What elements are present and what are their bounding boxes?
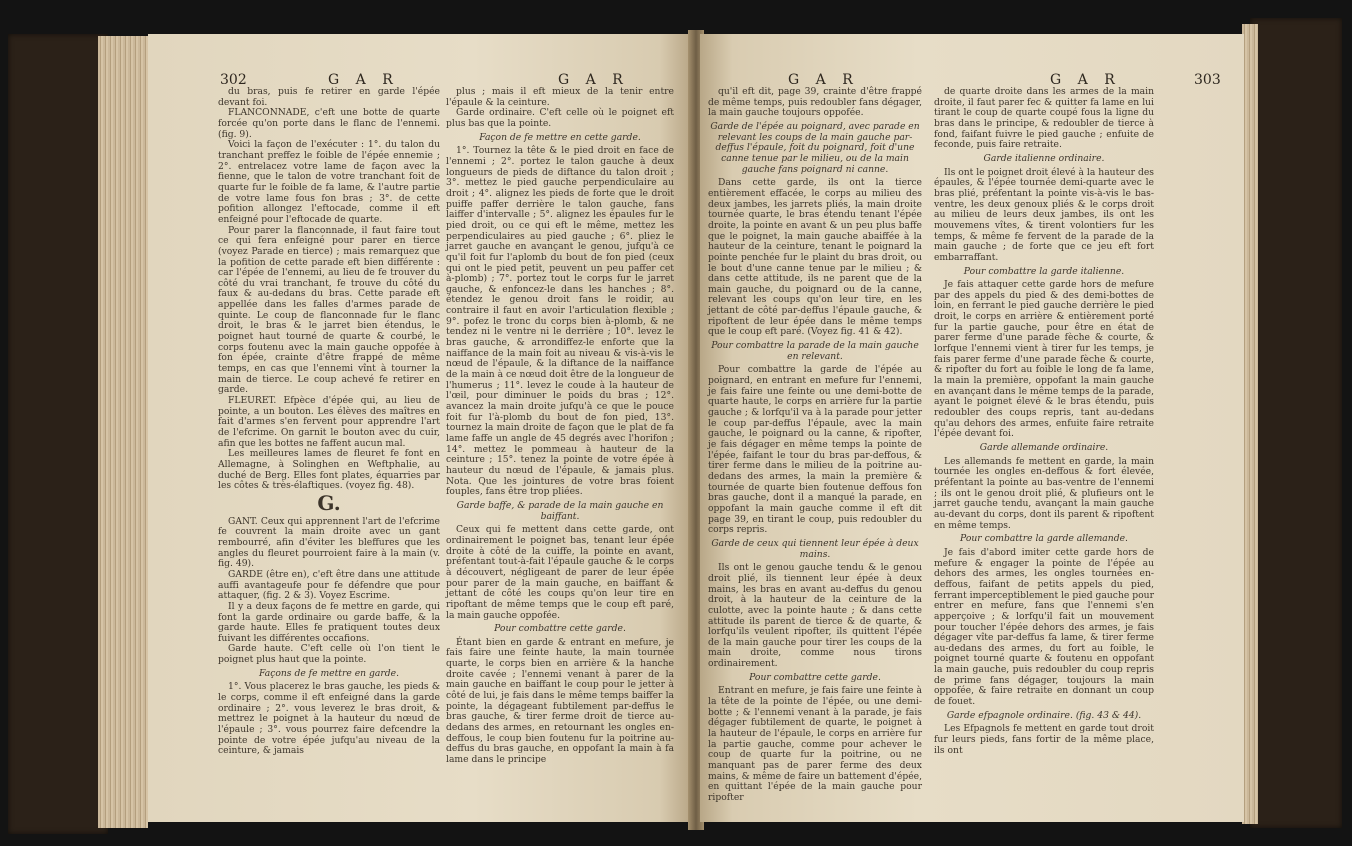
page-number: 302 — [220, 72, 247, 88]
paragraph: Entrant en mefure, je fais faire une feinte à la tête de la pointe de l'épée, ou une demi-botte ; & l'ennemi venant à la parade, je fais dégager fubtilement de quarte, le poignet à la hauteur de l'épaule, le corps en arrière fur la partie gauche, comme pour achever le coup de quarte fur la poitrine, ou ne manquant pas de parer ferme des deux mains, & même de faire un battement d'épée, en quittant l'épée de la main gauche pour ripofter — [708, 685, 922, 803]
running-head: G A R — [788, 72, 859, 88]
running-head-right: G A R — [1050, 72, 1121, 88]
section-heading: Façon de fe mettre en cette garde. — [479, 131, 641, 143]
section-heading: Pour combattre la garde allemande. — [960, 533, 1128, 545]
text-column — [446, 87, 674, 766]
section-heading: Garde italienne ordinaire. — [983, 152, 1105, 164]
section-heading: Façons de fe mettre en garde. — [258, 667, 399, 679]
paragraph: Il y a deux façons de fe mettre en garde, qui font la garde ordinaire ou garde baffe, & la garde haute. Elles fe pratiquent toutes deux fuivant les différentes occafions. — [218, 600, 440, 644]
page-edges-left — [98, 36, 148, 828]
paragraph: Ceux qui fe mettent dans cette garde, ont ordinairement le poignet bas, tenant leur épée droite à côté de la cuiffe, la pointe en avant, préfentant tout-à-fait l'épaule gauche & le corps à découvert, négligeant de parer de leur épée pour parer de la main gauche, en baiffant & jettant de côté les coups qu'on leur tire en ripoftant de même temps que le coup eft paré, la main gauche oppofée. — [446, 524, 674, 621]
paragraph: Garde haute. C'eft celle où l'on tient le poignet plus haut que la pointe. — [218, 643, 440, 666]
right-page — [700, 34, 1244, 822]
paragraph: Ils ont le genou gauche tendu & le genou droit plié, ils tiennent leur épée à deux mains, les bras en avant au-deffus du genou droit, à la hauteur de la ceinture de la culotte, avec la pointe haute ; & dans cette attitude ils parent de tierce & de quarte, & lorfqu'ils veulent ripofter, ils quittent l'épée de la main gauche pour tirer les coups de la main droite, comme nous tirons ordinairement. — [708, 562, 922, 670]
left-page — [148, 34, 692, 822]
paragraph: GARDE (être en), c'eft être dans une attitude auffi avantageufe pour fe défendre que pour attaquer, (fig. 2 & 3). Voyez Escrime. — [218, 568, 440, 602]
paragraph: Pour parer la flanconnade, il faut faire tout ce qui fera enfeigné pour parer en tierce (voyez Parade en tierce) ; mais remarquez que la pofition de cette parade eft bien différente : car l'épée de l'ennemi, au lieu de fe trouver du côté du vrai tranchant, fe trouve du côté du faux & au-dedans du bras. Cette parade eft appellée dans les falles d'armes parade de quinte. Le coup de flanconnade fur le flanc droit, le bras & le jarret bien étendus, le poignet haut tourné de quarte & courbé, le corps foutenu avec la main gauche oppofée à fon épée, crainte d'être frappé de même temps, en cas que l'ennemi vînt à tourner la main de tierce. Le coup achevé fe retirer en garde. — [218, 224, 440, 396]
section-heading: Garde efpagnole ordinaire. (fig. 43 & 44). — [946, 709, 1142, 721]
section-heading: Garde baffe, & parade de la main gauche en baiffant. — [456, 499, 664, 522]
paragraph: plus ; mais il eft mieux de la tenir entre l'épaule & la ceinture. — [446, 86, 674, 108]
section-heading: Pour combattre cette garde. — [494, 623, 626, 635]
book-cover-right — [1250, 18, 1342, 828]
paragraph: Voici la façon de l'exécuter : 1°. du talon du tranchant preffez le foible de l'épée ennemie ; 2°. entrelacez votre lame de façon avec la fienne, que le talon de votre tranchant foit de quarte fur le foible de fa lame, & l'autre partie de votre lame fous fon bras ; 3°. de cette pofition allongez l'eftocade, comme il eft enfeigné pour l'eftocade de quarte. — [218, 139, 440, 225]
paragraph: Les meilleures lames de fleuret fe font en Allemagne, à Solinghen en Weftphalie, au duché de Berg. Elles font plates, équarries par les côtes & très-élaftiques. (voyez fig. 48). — [218, 448, 440, 492]
section-heading: Pour combattre la garde italienne. — [963, 265, 1125, 277]
section-heading: Pour combattre cette garde. — [749, 671, 881, 683]
paragraph: GANT. Ceux qui apprennent l'art de l'efcrime fe couvrent la main droite avec un gant rembourré, afin d'éviter les bleffures que les angles du fleuret pourroient faire à la main (v. fig. 49). — [218, 515, 440, 570]
paragraph: 1°. Tournez la tête & le pied droit en face de l'ennemi ; 2°. portez le talon gauche à deux longueurs de pieds de diftance du talon droit ; 3°. mettez le pied gauche perpendiculaire au droit ; 4°. alignez les pieds de forte que le droit puiffe paffer derrière le talon gauche, fans laiffer d'intervalle ; 5°. alignez les épaules fur le pied droit, ou ce qui eft le même, mettez les perpendiculaires au pied gauche ; 6°. pliez le jarret gauche en avançant le genou, jufqu'à ce qu'il foit fur l'aplomb du bout de fon pied (ceux qui ont le pied petit, peuvent un peu paffer cet à-plomb) ; 7°. portez tout le corps fur le jarret gauche, & enfoncez-le dans les hanches ; 8°. étendez le genou droit fans le roidir, au contraire il faut en avoir l'articulation flexible ; 9°. pofez le tronc du corps bien à-plomb, & ne tendez ni le ventre ni le derrière ; 10°. levez le bras gauche, & arrondiffez-le enforte que la naiffance de la main foit au niveau & vis-à-vis le nœud de l'épaule, & la diftance de la naiffance de la main à ce nœud doit être de la longueur de l'humerus ; 11°. levez le coude à la hauteur de l'œil, pour diminuer le poids du bras ; 12°. avancez la main droite jufqu'à ce que le pouce foit fur l'à-plomb du bout de fon pied, 13°. tournez la main droite de façon que le plat de fa lame faffe un angle de 45 degrés avec l'horifon ; 14°. mettez le pommeau à hauteur de la ceinture ; 15°. tenez la pointe de votre épée à hauteur du nœud de l'épaule, & jamais plus. Nota. Que les jointures de votre bras foient fouples, fans être trop pliées. — [446, 145, 674, 498]
book-cover-left — [8, 34, 108, 834]
paragraph: Les allemands fe mettent en garde, la main tournée les ongles en-deffous & fort élevée, préfentant la pointe au bas-ventre de l'ennemi ; ils ont le genou droit plié, & plufieurs ont le jarret gauche tendu, avançant la main gauche au-devant du corps, dont ils parent & ripoftent en même temps. — [934, 455, 1154, 531]
running-head-right: G A R — [558, 72, 629, 88]
running-head: G A R — [328, 72, 399, 88]
paragraph: FLANCONNADE, c'eft une botte de quarte forcée qu'on porte dans le flanc de l'ennemi. (fig. 9). — [218, 107, 440, 140]
text-column — [708, 87, 922, 804]
section-heading: Garde de ceux qui tiennent leur épée à deux mains. — [711, 537, 919, 560]
section-heading: Pour combattre la parade de la main gauche en relevant. — [711, 340, 919, 362]
paragraph: Pour combattre la garde de l'épée au poignard, en entrant en mefure fur l'ennemi, je fais faire une feinte ou une demi-botte de quarte haute, le corps en arrière fur la partie gauche ; & lorfqu'il va à la parade pour jetter le coup par-deffus l'épaule, avec la main gauche, le poignard ou la canne, & ripofter, je fais dégager en même temps la pointe de l'épée, faifant le tour du bras par-deffous, & tirer ferme dans le milieu de la poitrine au-dedans des armes, la main la première & tournée de quarte bien foutenue deffous fon bras gauche, dont il a manqué la parade, en oppofant la main gauche comme il eft dit page 39, en tirant le coup, puis redoubler du corps repris. — [708, 364, 922, 536]
letter-heading: G. — [317, 490, 341, 515]
page-number: 303 — [1194, 72, 1221, 88]
paragraph: FLEURET. Efpèce d'épée qui, au lieu de pointe, a un bouton. Les élèves des maîtres en fait d'armes s'en fervent pour apprendre l'art de l'efcrime. On garnit le bouton avec du cuir, afin que les bottes ne faffent aucun mal. — [218, 395, 440, 449]
paragraph: de quarte droite dans les armes de la main droite, il faut parer fec & quitter fa lame en lui tirant le coup de quarte coupé fous la ligne du bras dans le principe, & redoubler de tierce à fond, faifant fuivre le pied gauche ; enfuite de feconde, puis faire retraite. — [934, 86, 1154, 151]
paragraph: Je fais attaquer cette garde hors de mefure par des appels du pied & des demi-bottes de loin, en ferrant le pied gauche derrière le pied droit, le corps en arrière & entièrement porté fur la partie gauche, pour être en état de parer ferme d'une parade fèche & courte, & lorfque l'ennemi vient à tirer fur les temps, je fais parer ferme d'une parade fèche & courte, & ripofter du fort au foible le long de fa lame, la main la première, oppofant la main gauche en avançant dans le même temps de la parade, ayant le poignet élevé & le bras étendu, puis redoubler des coups repris, tant au-dedans qu'au dehors des armes, enfuite faire retraite l'épée devant foi. — [934, 279, 1154, 440]
paragraph: Garde ordinaire. C'eft celle où le poignet eft plus bas que la pointe. — [446, 107, 674, 129]
paragraph: 1°. Vous placerez le bras gauche, les pieds & le corps, comme il eft enfeigné dans la garde ordinaire ; 2°. vous leverez le bras droit, & mettrez le poignet à la hauteur du nœud de l'épaule ; 3°. vous pourrez faire defcendre la pointe de votre épée jufqu'au niveau de la ceinture, & jamais — [218, 681, 440, 757]
paragraph: du bras, puis fe retirer en garde l'épée devant foi. — [218, 86, 440, 108]
paragraph: Ils ont le poignet droit élevé à la hauteur des épaules, & l'épée tournée demi-quarte avec le bras plié, préfentant la pointe vis-à-vis le bas-ventre, les deux genoux pliés & le corps droit au milieu de leurs deux jambes, ils ont les mouvemens vîtes, & tirent volontiers fur les temps, & même fe fervent de la parade de la main gauche ; de forte que ce jeu eft fort embarraffant. — [934, 166, 1154, 263]
paragraph: qu'il eft dit, page 39, crainte d'être frappé de même temps, puis redoubler fans dégager, la main gauche toujours oppofée. — [708, 86, 922, 119]
section-heading: Garde de l'épée au poignard, avec parade en relevant les coups de la main gauche par-deffus l'épaule, foit du poignard, foit d'une canne tenue par le milieu, ou de la main gauche fans poignard ni canne. — [710, 120, 920, 175]
paragraph: Les Efpagnols fe mettent en garde tout droit fur leurs pieds, fans fortir de la même place, ils ont — [934, 723, 1154, 756]
section-heading: Garde allemande ordinaire. — [979, 442, 1109, 453]
text-column — [934, 87, 1154, 756]
paragraph: Je fais d'abord imiter cette garde hors de mefure & engager la pointe de l'épée au dehors des armes, les ongles tournées en-deffous, faifant de petits appels du pied, ferrant imperceptiblement le pied gauche pour entrer en mefure, fans que l'ennemi s'en apperçoive ; & lorfqu'il fait un mouvement pour toucher l'épée dehors des armes, je fais dégager vîte par-deffus fa lame, & tirer ferme au-dedans des armes, du fort au foible, le poignet tourné quarte & foutenu en oppofant la main gauche, puis redoubler du coup repris de prime fans dégager, toujours la main oppofée, & faire retraite en donnant un coup de fouet. — [934, 546, 1154, 708]
paragraph: Dans cette garde, ils ont la tierce entièrement effacée, le corps au milieu des deux jambes, les jarrets pliés, la main droite tournée quarte, le bras étendu tenant l'épée droite, la pointe en avant & un peu plus baffe que le poignet, la main gauche abaiffée à la hauteur de la ceinture, tenant le poignard la pointe penchée fur le plaint du bras droit, ou le bout d'une canne tenue par le milieu ; & dans cette attitude, ils ne parent que de la main gauche, du poignard ou de la canne, relevant les coups qu'on leur tire, en les jettant de côté par-deffus l'épaule gauche, & ripoftent de leur épée dans le même temps que le coup eft paré. (Voyez fig. 41 & 42). — [708, 177, 922, 338]
text-column — [218, 87, 440, 757]
paragraph: Étant bien en garde & entrant en mefure, je fais faire une feinte haute, la main tournée quarte, le corps bien en arrière & la hanche droite cavée ; l'ennemi venant à parer de la main gauche en baiffant le coup pour le jetter à côté de lui, je fais dans le même temps baiffer la pointe, la dégageant fubtilement par-deffus le bras gauche, & tirer ferme droit de tierce au-dedans des armes, en retournant les ongles en-deffous, le coup bien foutenu fur la poitrine au-deffus du bras gauche, en oppofant la main à fa lame dans le principe — [446, 636, 674, 766]
page-edges-right — [1242, 24, 1258, 824]
